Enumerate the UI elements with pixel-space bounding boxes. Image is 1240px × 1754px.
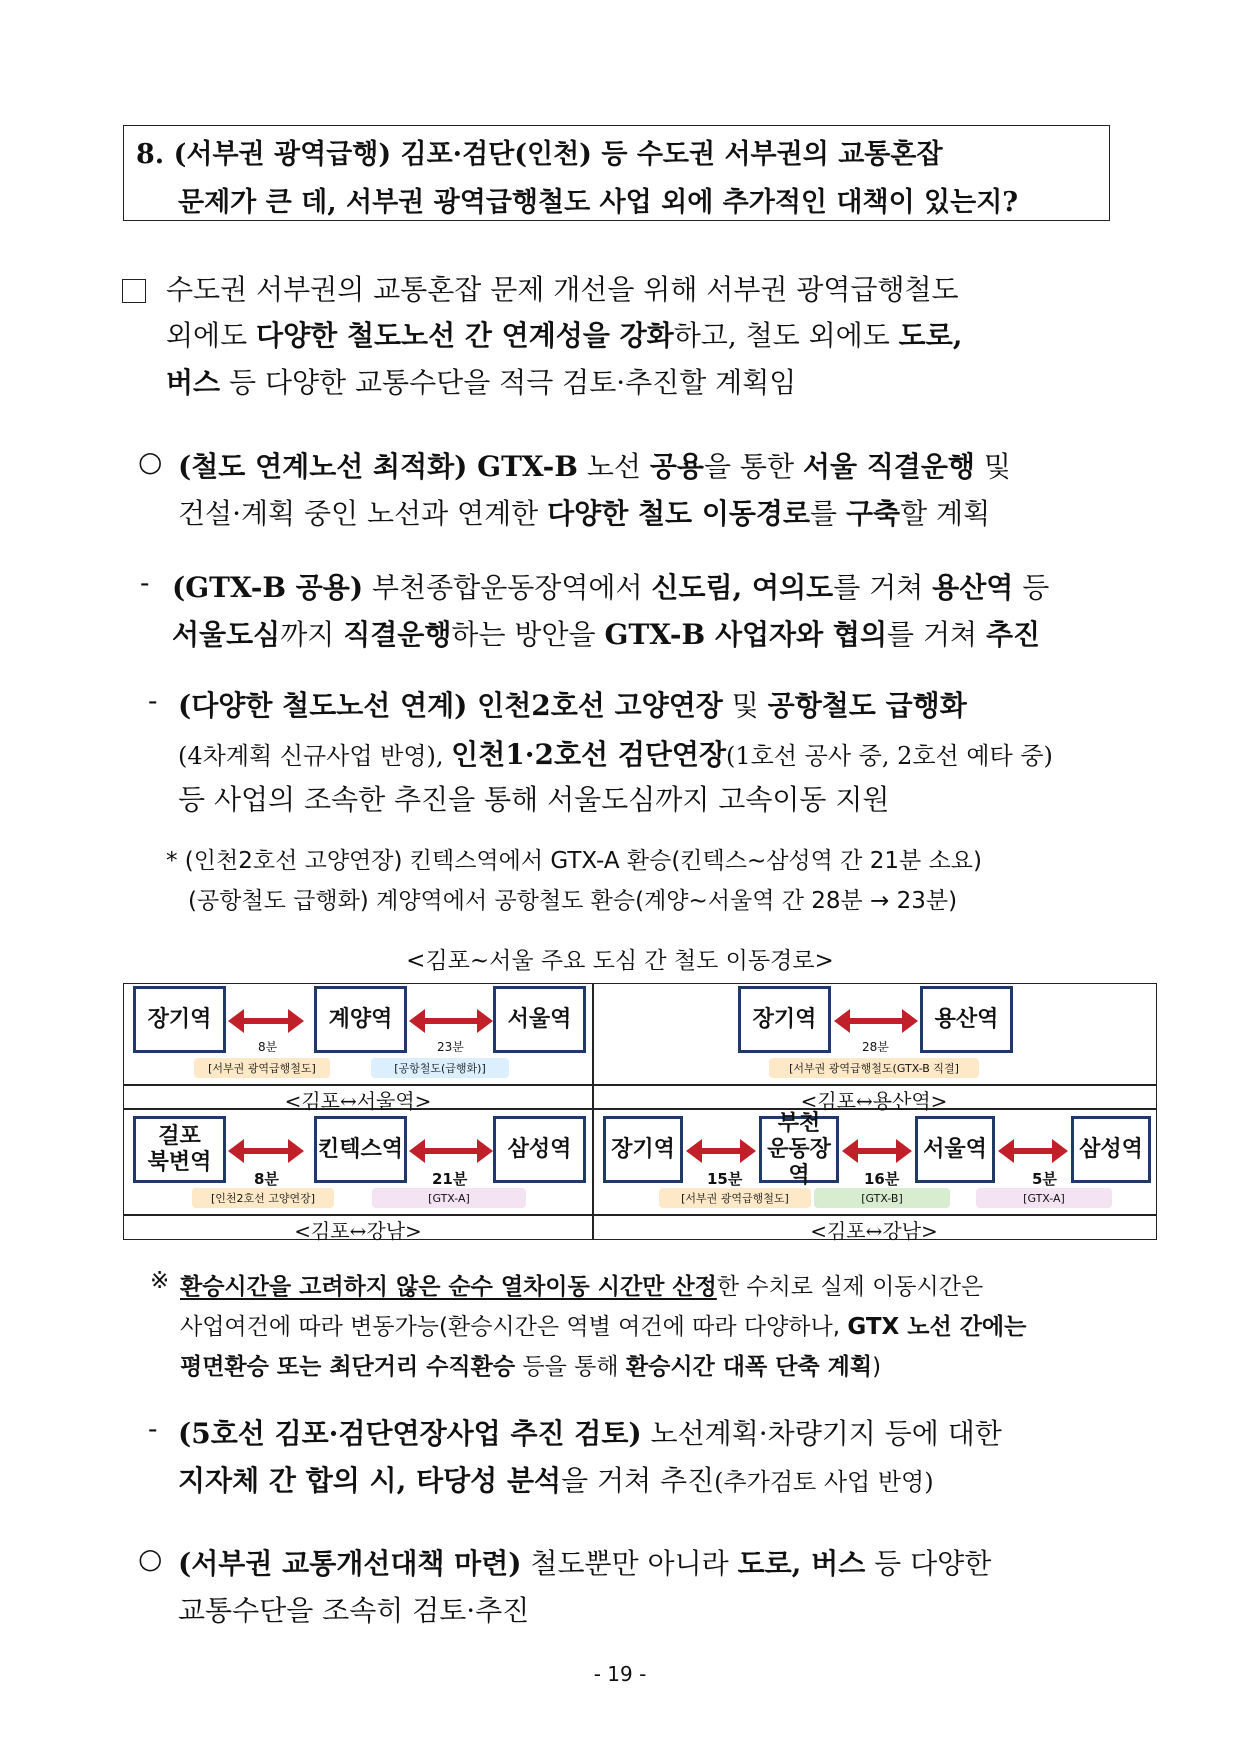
text: 건설·계획 중인 노선과 연계한	[178, 497, 548, 530]
text: 철도뿐만 아니라	[521, 1547, 738, 1580]
dash3-line-2	[178, 1459, 934, 1499]
text: 사업여건에 따라 변동가능(환승시간은 역별 여건에 따라 다양하나,	[180, 1314, 848, 1340]
circle-bullet-icon: ○	[138, 1542, 163, 1575]
double-arrow-icon	[228, 1014, 304, 1028]
circle1-line-1	[178, 445, 1011, 485]
text-bold: (다양한 철도노선 연계) 인천2호선 고양연장	[178, 689, 723, 722]
travel-time: 16분	[864, 1170, 900, 1188]
text-bold: 공항철도 급행화	[767, 689, 967, 722]
station-name-part: 북변역	[147, 1149, 212, 1175]
text: 한 수치로 실제 이동시간은	[716, 1274, 984, 1300]
text: 하는 방안을	[451, 618, 605, 651]
text-bold: 신도림, 여의도	[651, 571, 834, 604]
station-name-part: 부천	[777, 1110, 821, 1136]
dash-bullet: -	[148, 684, 158, 717]
dash3-line-1	[178, 1412, 1002, 1452]
dash1-line-2	[172, 613, 1040, 653]
text: 할 계획	[900, 497, 991, 530]
double-arrow-icon	[228, 1144, 304, 1158]
text-bold: 서울도심	[172, 618, 281, 651]
travel-time: 8분	[254, 1170, 279, 1188]
text: 를 거쳐	[887, 618, 986, 651]
text: 등을 통해	[515, 1354, 626, 1380]
travel-time: 15분	[707, 1170, 743, 1188]
circle2-line-2: 교통수단을 조속히 검토·추진	[178, 1594, 530, 1627]
station-geolpo-bukbyeon	[133, 1116, 226, 1183]
double-arrow-icon	[686, 1144, 756, 1158]
line-tag: [GTX-A]	[976, 1188, 1112, 1208]
station-yongsan: 용산역	[920, 986, 1013, 1053]
travel-time: 23분	[437, 1040, 464, 1054]
text-bold: 도로, 버스	[737, 1547, 866, 1580]
station-jangi: 장기역	[133, 986, 226, 1053]
station-name-part: 운동장역	[767, 1136, 831, 1188]
text-bold: 인천1·2호선 검단연장	[451, 738, 727, 771]
question-line-2: 문제가 큰 데, 서부권 광역급행철도 사업 외에 추가적인 대책이 있는지?	[178, 187, 1019, 218]
line-tag: [GTX-A]	[372, 1188, 526, 1208]
remark-line-2	[180, 1308, 1026, 1341]
page-number: - 19 -	[593, 1662, 647, 1686]
text-bold: 지자체 간 합의 시, 타당성 분석	[178, 1464, 562, 1497]
text-bold: 추진	[985, 618, 1041, 651]
checkbox-square-icon	[122, 279, 146, 303]
station-bucheon-stadium	[759, 1110, 839, 1188]
text: 외에도	[166, 319, 257, 352]
panel-caption: <김포↔강남>	[294, 1219, 422, 1243]
text-bold: 다양한 철도 이동경로	[547, 497, 811, 530]
text: 노선	[577, 450, 650, 483]
line-tag: [공항철도(급행화)]	[371, 1058, 509, 1078]
text-bold: 서울 직결운행	[802, 450, 975, 483]
station-kintex: 킨텍스역	[314, 1116, 407, 1183]
double-arrow-icon	[409, 1014, 493, 1028]
panel-caption: <김포↔용산역>	[800, 1089, 948, 1113]
dash2-line-1	[178, 684, 967, 724]
line-tag: [인천2호선 고양연장]	[192, 1188, 334, 1208]
text: 을 거쳐 추진	[561, 1464, 715, 1497]
text-bold-underline: 환승시간을 고려하지 않은 순수 열차이동 시간만 산정	[180, 1274, 717, 1300]
text-bold: GTX-B 사업자와 협의	[604, 618, 887, 651]
answer-line-2	[166, 314, 963, 354]
station-jangi: 장기역	[738, 986, 831, 1053]
answer-line-3	[166, 361, 796, 401]
text-small: (1호선 공사 중, 2호선 예타 중)	[726, 742, 1053, 770]
text-bold: (GTX-B 공용)	[172, 571, 364, 604]
dash2-line-3: 등 사업의 조속한 추진을 통해 서울도심까지 고속이동 지원	[178, 783, 890, 816]
panel-caption: <김포↔서울역>	[284, 1089, 432, 1113]
station-gyeyang: 계양역	[314, 986, 407, 1053]
travel-time: 28분	[862, 1040, 889, 1054]
circle-bullet-icon: ○	[138, 445, 163, 478]
double-arrow-icon	[842, 1144, 912, 1158]
text-bold: GTX 노선 간에는	[847, 1314, 1027, 1340]
double-arrow-icon	[409, 1144, 493, 1158]
text: 을 통한	[703, 450, 803, 483]
figure-title: <김포~서울 주요 도심 간 철도 이동경로>	[406, 948, 834, 974]
text: 등 다양한 교통수단을 적극 검토·추진할 계획임	[220, 366, 797, 399]
text-bold: 버스	[166, 366, 221, 399]
line-tag: [서부권 광역급행철도(GTX-B 직결]	[769, 1058, 979, 1078]
remark-line-3	[180, 1348, 881, 1381]
text: )	[872, 1354, 882, 1380]
text: 까지	[280, 618, 344, 651]
remark-mark: ※	[150, 1268, 170, 1294]
text-bold: (서부권 교통개선대책 마련)	[178, 1547, 522, 1580]
text-bold: 공용	[649, 450, 704, 483]
text: 부천종합운동장역에서	[363, 571, 652, 604]
text: 등	[1013, 571, 1050, 604]
text-small: (4차계획 신규사업 반영),	[178, 742, 452, 770]
text-bold: (5호선 김포·검단연장사업 추진 검토)	[178, 1417, 642, 1450]
note-2: (공항철도 급행화) 계양역에서 공항철도 환승(계양~서울역 간 28분 → 23분)	[188, 888, 958, 914]
text: 및	[974, 450, 1011, 483]
station-samseong: 삼성역	[1071, 1116, 1151, 1183]
station-jangi: 장기역	[603, 1116, 683, 1183]
route-figure	[123, 983, 1157, 1243]
dash-bullet: -	[148, 1412, 158, 1445]
double-arrow-icon	[998, 1144, 1068, 1158]
note-1: * (인천2호선 고양연장) 킨텍스역에서 GTX-A 환승(킨텍스~삼성역 간 21분 소요)	[166, 848, 982, 874]
text-bold: 다양한 철도노선 간 연계성을 강화	[256, 319, 674, 352]
station-seoul: 서울역	[915, 1116, 995, 1183]
dash-bullet: -	[140, 566, 150, 599]
station-seoul: 서울역	[493, 986, 586, 1053]
text: 를 거쳐	[833, 571, 933, 604]
text-bold: 용산역	[932, 571, 1014, 604]
text-bold: 환승시간 대폭 단축 계획	[625, 1354, 873, 1380]
text: 노선계획·차량기지 등에 대한	[641, 1417, 1002, 1450]
text: 등 다양한	[865, 1547, 992, 1580]
text: 를	[810, 497, 846, 530]
text-bold: 도로,	[898, 319, 963, 352]
text-bold: (철도 연계노선 최적화) GTX-B	[178, 450, 578, 483]
circle1-line-2	[178, 492, 990, 532]
line-tag: [GTX-B]	[814, 1188, 950, 1208]
question-line-1: 8. (서부권 광역급행) 김포·검단(인천) 등 수도권 서부권의 교통혼잡	[136, 139, 943, 170]
line-tag: [서부권 광역급행철도]	[194, 1058, 330, 1078]
text-bold: 평면환승 또는 최단거리 수직환승	[180, 1354, 516, 1380]
dash1-line-1	[172, 566, 1049, 606]
travel-time: 5분	[1032, 1170, 1057, 1188]
circle2-line-1	[178, 1542, 991, 1582]
double-arrow-icon	[834, 1014, 918, 1028]
travel-time: 21분	[432, 1170, 468, 1188]
panel-caption: <김포↔강남>	[810, 1219, 938, 1243]
text-bold: 구축	[845, 497, 901, 530]
travel-time: 8분	[258, 1040, 278, 1054]
station-name-part: 걸포	[158, 1123, 201, 1149]
text: 및	[722, 689, 768, 722]
station-samseong: 삼성역	[493, 1116, 586, 1183]
line-tag: [서부권 광역급행철도]	[659, 1188, 811, 1208]
text-small: (추가검토 사업 반영)	[714, 1468, 934, 1496]
remark-line-1	[180, 1268, 983, 1301]
dash2-line-2	[178, 733, 1053, 773]
text-bold: 직결운행	[343, 618, 452, 651]
answer-line-1: 수도권 서부권의 교통혼잡 문제 개선을 위해 서부권 광역급행철도	[166, 273, 959, 306]
text: 하고, 철도 외에도	[673, 319, 899, 352]
